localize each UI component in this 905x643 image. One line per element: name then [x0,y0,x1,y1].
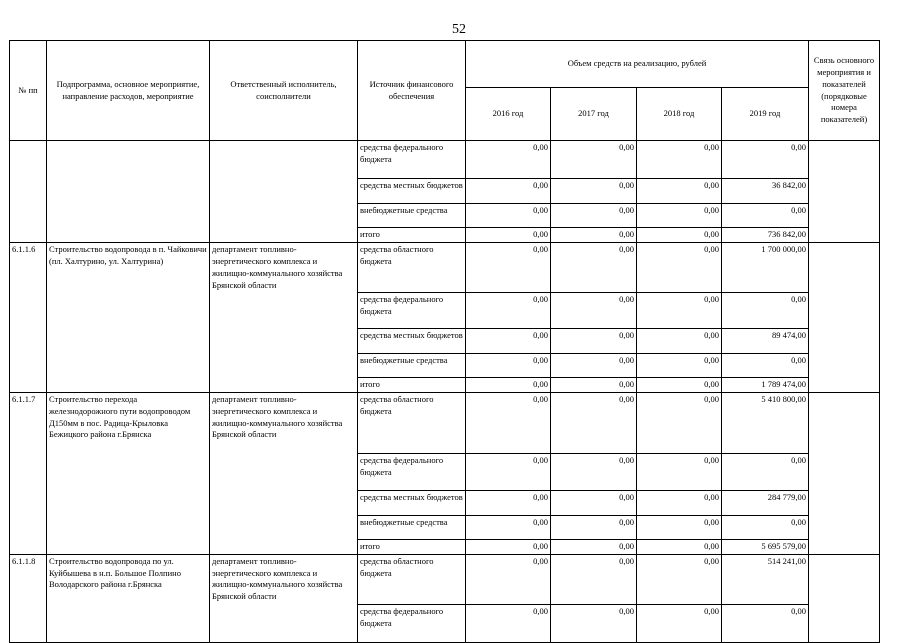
value-2016: 0,00 [466,392,551,453]
value-2019: 0,00 [722,292,809,328]
value-2018: 0,00 [637,604,722,642]
link-cell [809,392,880,554]
table-row [10,554,880,604]
source-cell: средства местных бюджетов [358,179,466,204]
budget-table [9,40,880,643]
row-executor-cell: департамент топливно-энергетического комплекса и жилищно-коммунального хозяйства Брянской области [210,392,358,554]
value-2018: 0,00 [637,141,722,179]
header-year-2017: 2017 год [551,88,637,141]
value-2017: 0,00 [551,539,637,554]
value-2017: 0,00 [551,453,637,490]
value-2017: 0,00 [551,554,637,604]
header-year-2018: 2018 год [637,88,722,141]
row-executor-cell: департамент топливно-энергетического комплекса и жилищно-коммунального хозяйства Брянской области [210,554,358,642]
header-link: Связь основного мероприятия и показателей (порядковые номера показателей) [809,41,880,141]
source-cell: средства федерального бюджета [358,604,466,642]
value-2019: 0,00 [722,453,809,490]
value-2017: 0,00 [551,392,637,453]
source-cell: средства местных бюджетов [358,328,466,353]
link-cell [809,242,880,392]
value-2016: 0,00 [466,228,551,243]
row-num-cell: 6.1.1.7 [10,392,47,554]
value-2016: 0,00 [466,453,551,490]
link-cell [809,554,880,642]
row-num-cell: 6.1.1.8 [10,554,47,642]
source-cell: средства областного бюджета [358,554,466,604]
table-header [10,41,880,141]
value-2018: 0,00 [637,204,722,228]
value-2019: 0,00 [722,515,809,539]
source-cell: внебюджетные средства [358,515,466,539]
value-2018: 0,00 [637,353,722,377]
header-year-2019: 2019 год [722,88,809,141]
value-2019: 514 241,00 [722,554,809,604]
source-cell: итого [358,228,466,243]
value-2016: 0,00 [466,490,551,515]
value-2016: 0,00 [466,353,551,377]
value-2016: 0,00 [466,292,551,328]
value-2018: 0,00 [637,292,722,328]
row-title-cell: Строительство водопровода в п. Чайковичи (пл. Халтурино, ул. Халтурина) [47,242,210,392]
value-2017: 0,00 [551,292,637,328]
value-2018: 0,00 [637,328,722,353]
value-2017: 0,00 [551,490,637,515]
source-cell: средства федерального бюджета [358,292,466,328]
row-num-cell: 6.1.1.6 [10,242,47,392]
row-executor-cell [210,141,358,243]
link-cell [809,141,880,243]
value-2019: 0,00 [722,604,809,642]
header-num: № пп [10,41,47,141]
value-2018: 0,00 [637,515,722,539]
row-num-cell [10,141,47,243]
value-2018: 0,00 [637,490,722,515]
value-2018: 0,00 [637,539,722,554]
value-2018: 0,00 [637,554,722,604]
value-2018: 0,00 [637,453,722,490]
source-cell: внебюджетные средства [358,353,466,377]
value-2016: 0,00 [466,604,551,642]
value-2019: 36 842,00 [722,179,809,204]
value-2017: 0,00 [551,141,637,179]
value-2019: 5 410 800,00 [722,392,809,453]
value-2016: 0,00 [466,377,551,392]
header-funding: Объем средств на реализацию, рублей [466,41,809,88]
value-2017: 0,00 [551,604,637,642]
value-2019: 0,00 [722,204,809,228]
source-cell: итого [358,377,466,392]
value-2019: 284 779,00 [722,490,809,515]
source-cell: итого [358,539,466,554]
value-2017: 0,00 [551,515,637,539]
value-2019: 1 700 000,00 [722,242,809,292]
value-2019: 1 789 474,00 [722,377,809,392]
value-2017: 0,00 [551,228,637,243]
header-subprogram: Подпрограмма, основное мероприятие, направление расходов, мероприятие [47,41,210,141]
value-2018: 0,00 [637,228,722,243]
value-2018: 0,00 [637,242,722,292]
source-cell: средства областного бюджета [358,242,466,292]
page-number: 52 [452,22,466,37]
header-year-2016: 2016 год [466,88,551,141]
row-title-cell: Строительство водопровода по ул. Куйбышева в н.п. Большое Полпино Володарского района г.Брянска [47,554,210,642]
value-2016: 0,00 [466,328,551,353]
value-2019: 5 695 579,00 [722,539,809,554]
source-cell: средства местных бюджетов [358,490,466,515]
value-2017: 0,00 [551,377,637,392]
row-title-cell [47,141,210,243]
header-source: Источник финансового обеспечения [358,41,466,141]
value-2017: 0,00 [551,179,637,204]
value-2018: 0,00 [637,377,722,392]
source-cell: средства областного бюджета [358,392,466,453]
table-row [10,141,880,179]
value-2016: 0,00 [466,179,551,204]
header-executor: Ответственный исполнитель, соисполнители [210,41,358,141]
value-2016: 0,00 [466,204,551,228]
value-2019: 0,00 [722,353,809,377]
value-2016: 0,00 [466,515,551,539]
value-2019: 0,00 [722,141,809,179]
value-2016: 0,00 [466,141,551,179]
value-2018: 0,00 [637,179,722,204]
value-2016: 0,00 [466,242,551,292]
row-title-cell: Строительство перехода железнодорожного пути водопроводом Д150мм в пос. Радица-Крыловка Бежицкого района г.Брянска [47,392,210,554]
table-row [10,242,880,292]
value-2016: 0,00 [466,539,551,554]
row-executor-cell: департамент топливно-энергетического комплекса и жилищно-коммунального хозяйства Брянской области [210,242,358,392]
value-2017: 0,00 [551,242,637,292]
table-body [10,141,880,643]
value-2017: 0,00 [551,328,637,353]
value-2017: 0,00 [551,353,637,377]
table-row [10,392,880,453]
value-2019: 89 474,00 [722,328,809,353]
source-cell: внебюджетные средства [358,204,466,228]
value-2017: 0,00 [551,204,637,228]
value-2016: 0,00 [466,554,551,604]
source-cell: средства федерального бюджета [358,141,466,179]
source-cell: средства федерального бюджета [358,453,466,490]
value-2019: 736 842,00 [722,228,809,243]
value-2018: 0,00 [637,392,722,453]
